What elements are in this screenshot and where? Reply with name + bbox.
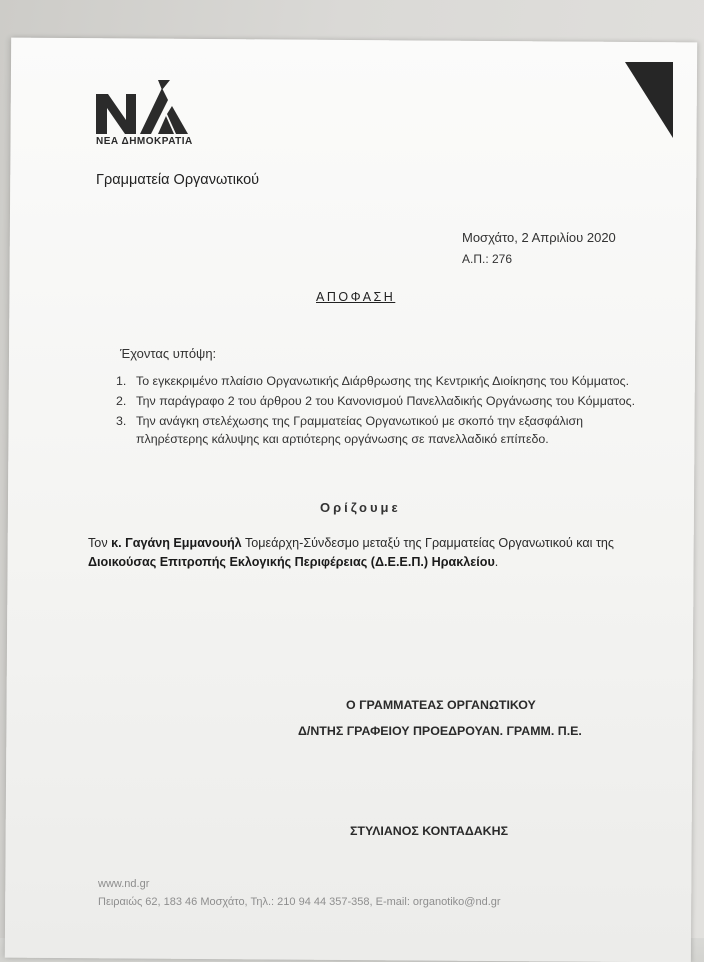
signatory-title: Ο ΓΡΑΜΜΑΤΕΑΣ ΟΡΓΑΝΩΤΙΚΟΥ [346,698,536,712]
logo-subtitle: ΝΕΑ ΔΗΜΟΚΡΑΤΙΑ [96,136,193,147]
committee-name: Διοικούσας Επιτροπής Εκλογικής Περιφέρειας (Δ.Ε.Ε.Π.) Ηρακλείου [88,555,495,569]
nd-logo [96,80,188,134]
footer-website: www.nd.gr [98,878,150,890]
considering-label: Έχοντας υπόψη: [120,346,217,361]
list-number: 3. [116,414,127,428]
list-text: Το εγκεκριμένο πλαίσιο Οργανωτικής Διάρθρωσης της Κεντρικής Διοίκησης του Κόμματος. [136,374,630,388]
list-item [116,372,646,390]
appointee-name: κ. Γαγάνη Εμμανουήλ [111,536,242,550]
list-number: 2. [116,394,127,408]
signatory-subtitle: Δ/ΝΤΗΣ ΓΡΑΦΕΙΟΥ ΠΡΟΕΔΡΟΥΑΝ. ΓΡΑΜΜ. Π.Ε. [298,724,582,738]
considerations-list [116,372,646,450]
decision-title: ΑΠΟΦΑΣΗ [316,290,396,304]
footer-address: Πειραιώς 62, 183 46 Μοσχάτο, Τηλ.: 210 94 44 357-358, E-mail: organotiko@nd.gr [98,896,501,908]
signatory-name: ΣΤΥΛΙΑΝΟΣ ΚΟΝΤΑΔΑΚΗΣ [350,824,509,838]
body-suffix: . [494,555,499,569]
list-text: Την παράγραφο 2 του άρθρου 2 του Κανονισμού Πανελλαδικής Οργάνωσης του Κόμματος. [136,394,636,408]
nd-logo-mark-icon [96,80,188,134]
body-prefix: Τον [88,536,112,550]
document-date: Μοσχάτο, 2 Απριλίου 2020 [462,230,616,245]
department-title: Γραμματεία Οργανωτικού [96,172,260,188]
list-text: Την ανάγκη στελέχωσης της Γραμματείας Οργανωτικού με σκοπό την εξασφάλιση πληρέστερης κάλυψης και αρτιότερης οργάνωσης σε πανελλαδικό επίπεδο. [136,414,584,446]
corner-triangle-mark [625,62,673,138]
protocol-number: Α.Π.: 276 [462,252,513,266]
list-item [116,392,646,410]
body-middle: Τομεάρχη-Σύνδεσμο μεταξύ της Γραμματείας Οργανωτικού και της [241,536,614,550]
decision-body [88,534,668,572]
appoint-heading: Ορίζουμε [320,500,401,515]
list-number: 1. [116,374,127,388]
list-item [116,412,646,448]
